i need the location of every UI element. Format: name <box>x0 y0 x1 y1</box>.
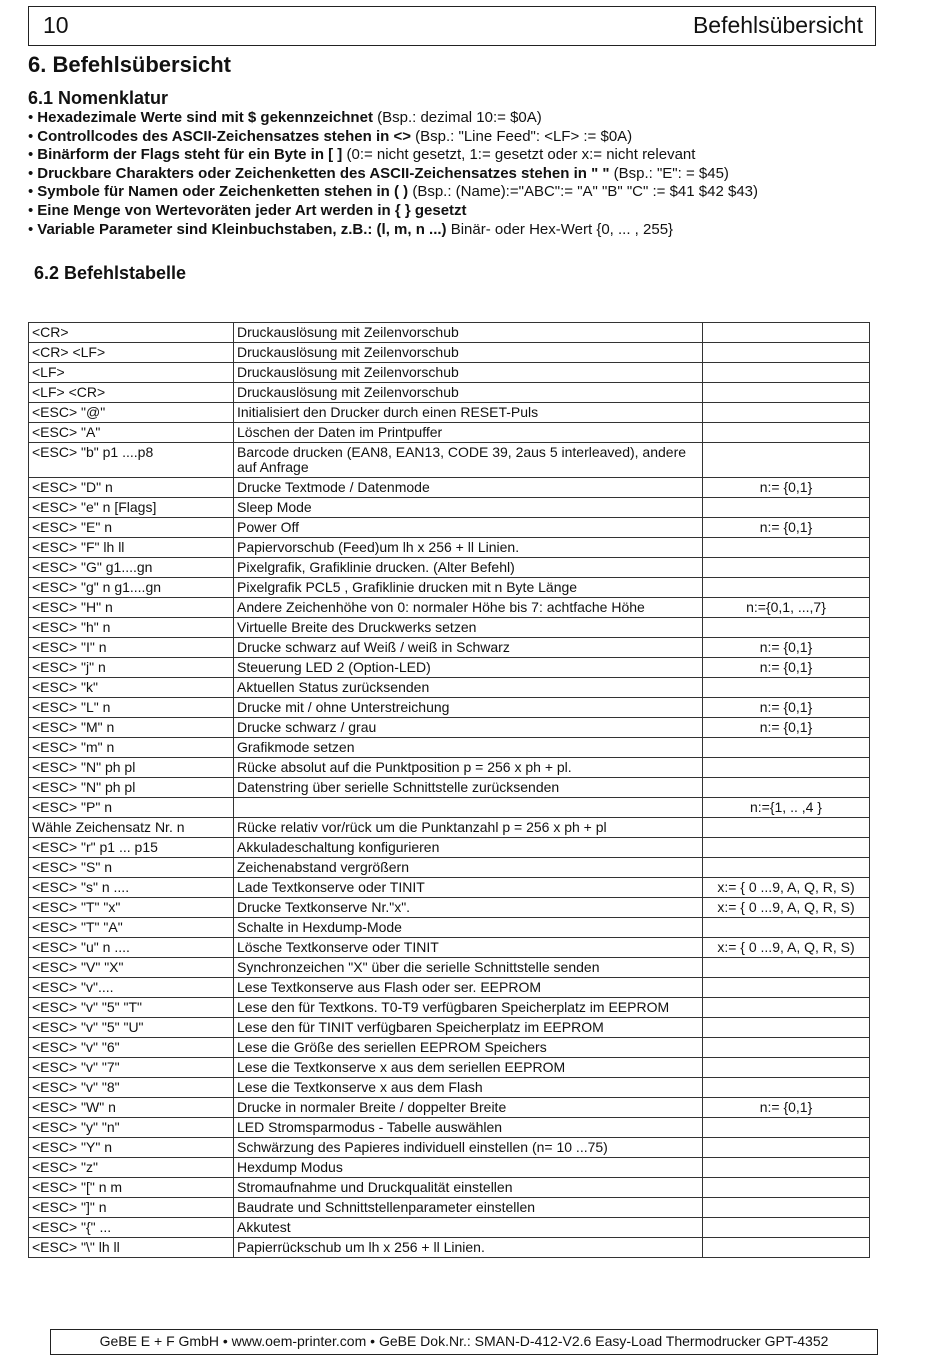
command-cell: <ESC> "F" lh ll <box>29 538 234 558</box>
table-row <box>29 1198 870 1218</box>
table-row <box>29 403 870 423</box>
command-cell: <ESC> "T" "A" <box>29 918 234 938</box>
nomenklatur-item-text: (Bsp.: dezimal 10:= $0A) <box>372 109 542 126</box>
nomenklatur-item-text: (Bsp.: (Name):="ABC":= "A" "B" "C" := $41 $42 $43) <box>408 183 758 201</box>
parameter-cell <box>703 678 870 698</box>
nomenklatur-item <box>28 221 918 240</box>
table-row <box>29 838 870 858</box>
nomenklatur-item-text: (Bsp.: "E": = $45) <box>609 164 729 182</box>
parameter-cell <box>703 738 870 758</box>
parameter-cell <box>703 778 870 798</box>
table-row <box>29 1178 870 1198</box>
command-cell: <ESC> "@" <box>29 403 234 423</box>
parameter-cell: x:= { 0 ...9, A, Q, R, S) <box>703 938 870 958</box>
description-cell: Lese die Textkonserve x aus dem Flash <box>234 1078 703 1098</box>
table-row <box>29 618 870 638</box>
table-row <box>29 1078 870 1098</box>
parameter-cell <box>703 383 870 403</box>
command-cell: <ESC> "M" n <box>29 718 234 738</box>
parameter-cell <box>703 838 870 858</box>
parameter-cell <box>703 363 870 383</box>
description-cell: Druckauslösung mit Zeilenvorschub <box>234 323 703 343</box>
parameter-cell: n:= {0,1} <box>703 638 870 658</box>
parameter-cell <box>703 1218 870 1238</box>
table-row <box>29 798 870 818</box>
command-cell: <ESC> "b" p1 ....p8 <box>29 443 234 478</box>
table-row <box>29 323 870 343</box>
parameter-cell <box>703 1138 870 1158</box>
description-cell: Grafikmode setzen <box>234 738 703 758</box>
table-row <box>29 698 870 718</box>
nomenklatur-item-text: (0:= nicht gesetzt, 1:= gesetzt oder x:= nicht relevant <box>342 146 696 164</box>
table-row <box>29 938 870 958</box>
parameter-cell: n:={1, .. ,4 } <box>703 798 870 818</box>
command-cell: <ESC> "Y" n <box>29 1138 234 1158</box>
description-cell: Schwärzung des Papieres individuell einstellen (n= 10 ...75) <box>234 1138 703 1158</box>
page-header <box>28 6 876 46</box>
description-cell: Druckauslösung mit Zeilenvorschub <box>234 343 703 363</box>
table-row <box>29 718 870 738</box>
description-cell: Hexdump Modus <box>234 1158 703 1178</box>
table-row <box>29 498 870 518</box>
table-row <box>29 1138 870 1158</box>
description-cell: Steuerung LED 2 (Option-LED) <box>234 658 703 678</box>
parameter-cell <box>703 443 870 478</box>
description-cell: Drucke in normaler Breite / doppelter Breite <box>234 1098 703 1118</box>
table-row <box>29 443 870 478</box>
description-cell: Baudrate und Schnittstellenparameter einstellen <box>234 1198 703 1218</box>
command-cell: <ESC> "h" n <box>29 618 234 638</box>
description-cell: Drucke mit / ohne Unterstreichung <box>234 698 703 718</box>
parameter-cell: n:= {0,1} <box>703 1098 870 1118</box>
parameter-cell <box>703 978 870 998</box>
command-cell: <ESC> "u" n .... <box>29 938 234 958</box>
table-row <box>29 598 870 618</box>
command-cell: <ESC> "v" "5" "T" <box>29 998 234 1018</box>
description-cell: Druckauslösung mit Zeilenvorschub <box>234 383 703 403</box>
table-row <box>29 1058 870 1078</box>
table-row <box>29 1118 870 1138</box>
description-cell: Lese die Größe des seriellen EEPROM Speichers <box>234 1038 703 1058</box>
description-cell: Lese die Textkonserve x aus dem seriellen EEPROM <box>234 1058 703 1078</box>
parameter-cell <box>703 1158 870 1178</box>
nomenklatur-item <box>28 165 918 184</box>
table-row <box>29 778 870 798</box>
description-cell: Zeichenabstand vergrößern <box>234 858 703 878</box>
parameter-cell <box>703 918 870 938</box>
table-row <box>29 578 870 598</box>
parameter-cell <box>703 858 870 878</box>
parameter-cell: n:= {0,1} <box>703 658 870 678</box>
table-row <box>29 638 870 658</box>
command-cell: <CR> <box>29 323 234 343</box>
table-row <box>29 858 870 878</box>
parameter-cell <box>703 1118 870 1138</box>
description-cell: Schalte in Hexdump-Mode <box>234 918 703 938</box>
description-cell: Lösche Textkonserve oder TINIT <box>234 938 703 958</box>
table-row <box>29 758 870 778</box>
nomenklatur-item-bold: Controllcodes des ASCII-Zeichensatzes stehen in <> <box>37 127 411 145</box>
nomenklatur-list <box>28 109 918 239</box>
parameter-cell <box>703 958 870 978</box>
parameter-cell: n:= {0,1} <box>703 478 870 498</box>
command-cell: <CR> <LF> <box>29 343 234 363</box>
command-cell: <ESC> "P" n <box>29 798 234 818</box>
description-cell <box>234 798 703 818</box>
command-cell: <ESC> "N" ph pl <box>29 778 234 798</box>
description-cell: Andere Zeichenhöhe von 0: normaler Höhe bis 7: achtfache Höhe <box>234 598 703 618</box>
description-cell: Pixelgrafik, Grafiklinie drucken. (Alter Befehl) <box>234 558 703 578</box>
description-cell: Rücke relativ vor/rück um die Punktanzahl p = 256 x ph + pl <box>234 818 703 838</box>
command-cell: <ESC> "D" n <box>29 478 234 498</box>
command-cell: <ESC> "v".... <box>29 978 234 998</box>
description-cell: Datenstring über serielle Schnittstelle zurücksenden <box>234 778 703 798</box>
nomenklatur-item <box>28 183 918 202</box>
command-cell: <ESC> "V" "X" <box>29 958 234 978</box>
nomenklatur-item-bold: Variable Parameter sind Kleinbuchstaben, z.B.: (l, m, n ...) <box>37 220 447 238</box>
command-cell: <ESC> "v" "8" <box>29 1078 234 1098</box>
table-row <box>29 978 870 998</box>
description-cell: Drucke Textmode / Datenmode <box>234 478 703 498</box>
parameter-cell <box>703 343 870 363</box>
nomenklatur-item <box>28 202 918 221</box>
command-cell: <ESC> "g" n g1....gn <box>29 578 234 598</box>
parameter-cell: n:= {0,1} <box>703 718 870 738</box>
nomenklatur-item-text: Binär- oder Hex-Wert {0, ... , 255} <box>446 220 674 238</box>
description-cell: Power Off <box>234 518 703 538</box>
command-cell: <ESC> "y" "n" <box>29 1118 234 1138</box>
description-cell: Barcode drucken (EAN8, EAN13, CODE 39, 2aus 5 interleaved), andere auf Anfrage <box>234 443 703 478</box>
description-cell: LED Stromsparmodus - Tabelle auswählen <box>234 1118 703 1138</box>
nomenklatur-item <box>28 128 918 147</box>
nomenklatur-title: 6.1 Nomenklatur <box>28 88 169 108</box>
table-row <box>29 1038 870 1058</box>
parameter-cell <box>703 1058 870 1078</box>
parameter-cell: x:= { 0 ...9, A, Q, R, S) <box>703 878 870 898</box>
command-cell: <ESC> "N" ph pl <box>29 758 234 778</box>
description-cell: Papierrückschub um lh x 256 + ll Linien. <box>234 1238 703 1258</box>
parameter-cell <box>703 1198 870 1218</box>
command-cell: <ESC> "m" n <box>29 738 234 758</box>
description-cell: Lese den für Textkons. T0-T9 verfügbaren Speicherplatz im EEPROM <box>234 998 703 1018</box>
description-cell: Initialisiert den Drucker durch einen RESET-Puls <box>234 403 703 423</box>
parameter-cell <box>703 1038 870 1058</box>
befehlstabelle-title: 6.2 Befehlstabelle <box>34 263 187 283</box>
description-cell: Löschen der Daten im Printpuffer <box>234 423 703 443</box>
nomenklatur-item-bold: Eine Menge von Wertevoräten jeder Art werden in { } gesetzt <box>37 201 467 219</box>
command-cell: <ESC> "T" "x" <box>29 898 234 918</box>
table-row <box>29 878 870 898</box>
command-cell: <ESC> "e" n [Flags] <box>29 498 234 518</box>
description-cell: Synchronzeichen "X" über die serielle Schnittstelle senden <box>234 958 703 978</box>
table-row <box>29 1098 870 1118</box>
command-cell: <ESC> "]" n <box>29 1198 234 1218</box>
table-row <box>29 518 870 538</box>
command-cell: <ESC> "A" <box>29 423 234 443</box>
parameter-cell: n:= {0,1} <box>703 698 870 718</box>
parameter-cell: x:= { 0 ...9, A, Q, R, S) <box>703 898 870 918</box>
command-cell: <ESC> "H" n <box>29 598 234 618</box>
command-cell: <ESC> "z" <box>29 1158 234 1178</box>
description-cell: Rücke absolut auf die Punktposition p = 256 x ph + pl. <box>234 758 703 778</box>
command-cell: Wähle Zeichensatz Nr. n <box>29 818 234 838</box>
description-cell: Lese den für TINIT verfügbaren Speicherplatz im EEPROM <box>234 1018 703 1038</box>
page-footer: GeBE E + F GmbH • www.oem-printer.com • GeBE Dok.Nr.: SMAN-D-412-V2.6 Easy-Load Thermodrucker GPT-4352 <box>50 1329 878 1355</box>
command-cell: <ESC> "[" n m <box>29 1178 234 1198</box>
parameter-cell <box>703 323 870 343</box>
parameter-cell <box>703 758 870 778</box>
command-cell: <ESC> "S" n <box>29 858 234 878</box>
description-cell: Pixelgrafik PCL5 , Grafiklinie drucken mit n Byte Länge <box>234 578 703 598</box>
description-cell: Akkuladeschaltung konfigurieren <box>234 838 703 858</box>
command-cell: <ESC> "I" n <box>29 638 234 658</box>
description-cell: Drucke schwarz auf Weiß / weiß in Schwarz <box>234 638 703 658</box>
parameter-cell <box>703 423 870 443</box>
parameter-cell: n:= {0,1} <box>703 518 870 538</box>
parameter-cell <box>703 498 870 518</box>
table-row <box>29 538 870 558</box>
command-cell: <ESC> "r" p1 ... p15 <box>29 838 234 858</box>
command-cell: <ESC> "W" n <box>29 1098 234 1118</box>
table-row <box>29 898 870 918</box>
description-cell: Virtuelle Breite des Druckwerks setzen <box>234 618 703 638</box>
description-cell: Sleep Mode <box>234 498 703 518</box>
header-title: Befehlsübersicht <box>692 12 863 38</box>
table-row <box>29 1158 870 1178</box>
table-row <box>29 383 870 403</box>
table-row <box>29 558 870 578</box>
table-row <box>29 363 870 383</box>
command-cell: <ESC> "v" "5" "U" <box>29 1018 234 1038</box>
command-cell: <ESC> "v" "7" <box>29 1058 234 1078</box>
command-cell: <ESC> "s" n .... <box>29 878 234 898</box>
parameter-cell: n:={0,1, ...,7} <box>703 598 870 618</box>
table-row <box>29 658 870 678</box>
description-cell: Lade Textkonserve oder TINIT <box>234 878 703 898</box>
table-row <box>29 478 870 498</box>
command-cell: <ESC> "L" n <box>29 698 234 718</box>
table-row <box>29 423 870 443</box>
parameter-cell <box>703 558 870 578</box>
command-cell: <ESC> "v" "6" <box>29 1038 234 1058</box>
parameter-cell <box>703 1238 870 1258</box>
table-row <box>29 738 870 758</box>
parameter-cell <box>703 578 870 598</box>
table-row <box>29 1218 870 1238</box>
parameter-cell <box>703 403 870 423</box>
parameter-cell <box>703 818 870 838</box>
description-cell: Drucke schwarz / grau <box>234 718 703 738</box>
description-cell: Drucke Textkonserve Nr."x". <box>234 898 703 918</box>
table-row <box>29 998 870 1018</box>
description-cell: Papiervorschub (Feed)um lh x 256 + ll Linien. <box>234 538 703 558</box>
description-cell: Akkutest <box>234 1218 703 1238</box>
nomenklatur-item-bold: Druckbare Charakters oder Zeichenketten des ASCII-Zeichensatzes stehen in " " <box>37 164 610 182</box>
parameter-cell <box>703 1078 870 1098</box>
description-cell: Druckauslösung mit Zeilenvorschub <box>234 363 703 383</box>
command-cell: <ESC> "j" n <box>29 658 234 678</box>
parameter-cell <box>703 538 870 558</box>
description-cell: Aktuellen Status zurücksenden <box>234 678 703 698</box>
parameter-cell <box>703 618 870 638</box>
command-cell: <ESC> "E" n <box>29 518 234 538</box>
parameter-cell <box>703 1018 870 1038</box>
description-cell: Stromaufnahme und Druckqualität einstellen <box>234 1178 703 1198</box>
description-cell: Lese Textkonserve aus Flash oder ser. EEPROM <box>234 978 703 998</box>
command-cell: <ESC> "{" ... <box>29 1218 234 1238</box>
table-row <box>29 678 870 698</box>
table-row <box>29 958 870 978</box>
nomenklatur-item <box>28 109 918 128</box>
command-cell: <LF> <box>29 363 234 383</box>
nomenklatur-item-bold: Symbole für Namen oder Zeichenketten stehen in ( ) <box>37 183 409 201</box>
page-number: 10 <box>43 12 69 38</box>
parameter-cell <box>703 998 870 1018</box>
command-cell: <ESC> "G" g1....gn <box>29 558 234 578</box>
table-row <box>29 918 870 938</box>
nomenklatur-item-bold: Hexadezimale Werte sind mit $ gekennzeichnet <box>37 109 373 126</box>
nomenklatur-item-text: (Bsp.: "Line Feed": <LF> := $0A) <box>410 127 633 145</box>
command-cell: <LF> <CR> <box>29 383 234 403</box>
table-row <box>29 343 870 363</box>
command-cell: <ESC> "\" lh ll <box>29 1238 234 1258</box>
nomenklatur-item-bold: Binärform der Flags steht für ein Byte in [ ] <box>37 146 343 164</box>
section-title: 6. Befehlsübersicht <box>28 52 231 77</box>
command-cell: <ESC> "k" <box>29 678 234 698</box>
table-row <box>29 1018 870 1038</box>
table-row <box>29 818 870 838</box>
command-table <box>28 322 870 1258</box>
parameter-cell <box>703 1178 870 1198</box>
table-row <box>29 1238 870 1258</box>
nomenklatur-item <box>28 146 918 165</box>
